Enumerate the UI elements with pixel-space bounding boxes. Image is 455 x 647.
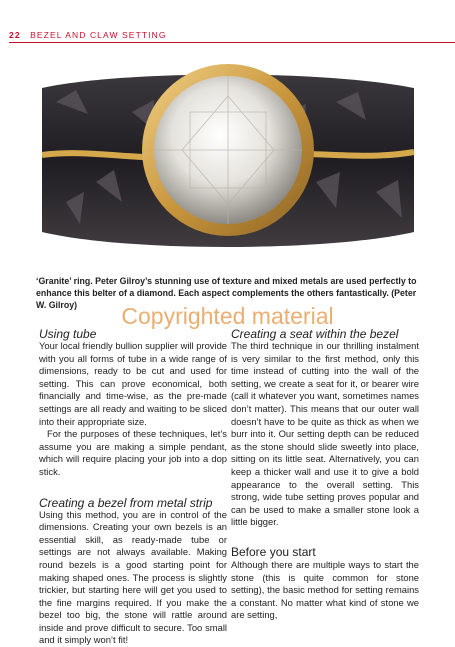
section-title: BEZEL AND CLAW SETTING xyxy=(30,30,167,40)
paragraph: The third technique in our thrilling instalment is very similar to the first method, only this time instead of cutting into the wall of the setting, we create a seat for it, or bearer wire (call it whatever you want, sometimes names don’t matter). This means that our outer wall doesn’t have to be quite as thick as when we burr into it. Our setting depth can be reduced as the stone should slide sweetly into place, sitting on its little seat. Alternatively, you can keep a thicker wall and use it to give a bold appearance to the overall setting. This strong, wide tube setting proves popular and can be used to make a smaller stone look a little bigger. xyxy=(231,340,419,528)
header-rule xyxy=(9,42,455,43)
paragraph: Using this method, you are in control of the dimensions. Creating your own bezels is an essential skill, as ready-made tube or settings are not always available. Making round bezels is a good starting point for making shaped ones. The process is slightly trickier, but starting here will get you used to the fine margins required. If you make the bezel too big, the stone will rattle around inside and prove difficult to secure. Too small and it simply won’t fit! xyxy=(39,508,227,646)
paragraph: Although there are multiple ways to start the stone (this is quite common for stone setting), the basic method for setting remains a constant. No matter what kind of stone we are setting, xyxy=(231,558,419,621)
paragraph: Your local friendly bullion supplier will provide with you all forms of tube in a wide range of dimensions, ready to be cut and used for setting. This can prove economical, both financially and time-wise, as the pre-made settings are all ready and waiting to be sliced into their appropriate size. xyxy=(39,340,227,427)
figure-caption: ‘Granite’ ring. Peter Gilroy’s stunning use of texture and mixed metals are used perfectly to enhance this belter of a diamond. Each aspect complements the others fantastically. (Peter W. Gilroy) xyxy=(36,276,417,310)
ring-photo xyxy=(36,52,420,264)
right-column xyxy=(231,328,419,622)
heading-using-tube: Using tube xyxy=(39,327,97,341)
heading-seat-within-bezel: Creating a seat within the bezel xyxy=(231,327,399,341)
paragraph: For the purposes of these techniques, let’s assume you are making a simple pendant, which will require placing your job into a dop stick. xyxy=(39,428,227,477)
heading-before-you-start: Before you start xyxy=(231,544,316,559)
heading-bezel-from-strip: Creating a bezel from metal strip xyxy=(39,495,213,510)
running-header xyxy=(9,30,167,40)
left-column xyxy=(39,328,227,647)
page-number: 22 xyxy=(9,30,21,40)
watermark: Copyrighted material xyxy=(121,303,334,329)
